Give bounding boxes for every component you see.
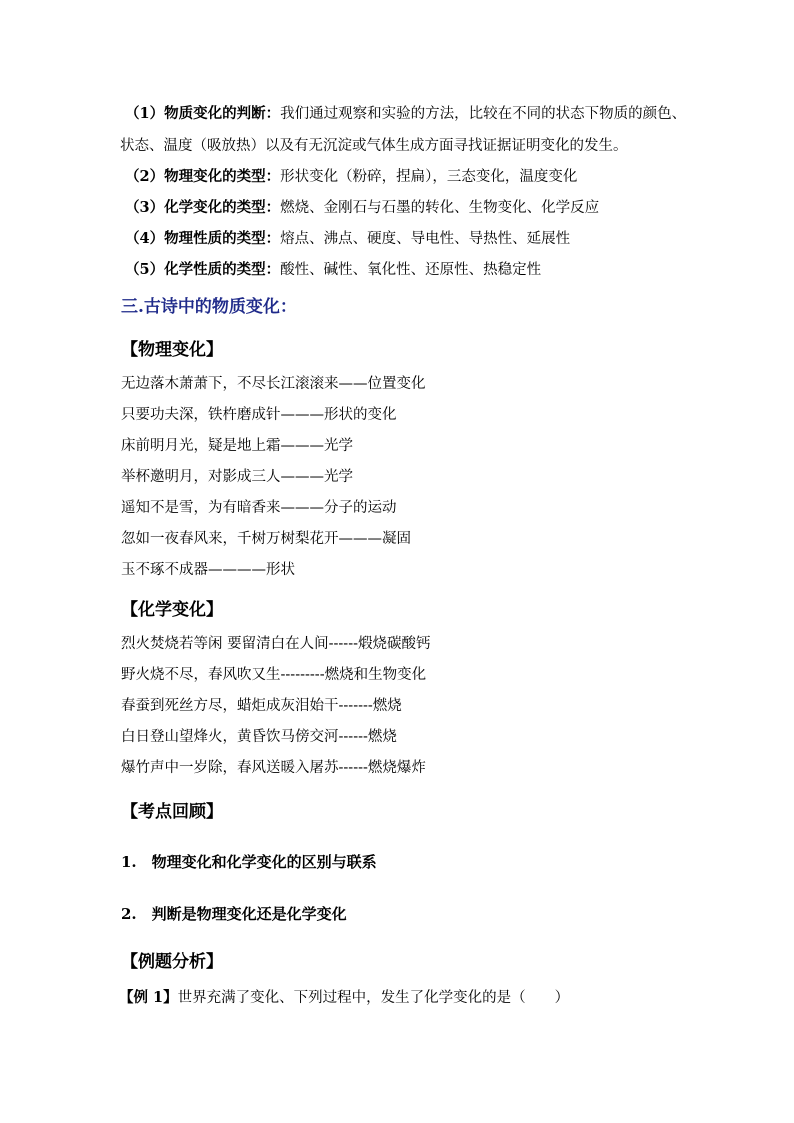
definition-text: 燃烧、金刚石与石墨的转化、生物变化、化学反应	[280, 200, 600, 216]
definition-key: （1）物质变化的判断：	[125, 105, 281, 122]
poem-line: 玉不琢不成器————形状	[121, 562, 295, 578]
definition-text: 形状变化（粉碎，捏扁），三态变化，温度变化	[280, 169, 578, 185]
poem-line: 爆竹声中一岁除，春风送暖入屠苏------燃烧爆炸	[121, 760, 426, 776]
example-heading: 【例题分析】	[121, 952, 223, 972]
poem-line: 遥知不是雪，为有暗香来———分子的运动	[121, 500, 397, 516]
poem-line: 白日登山望烽火，黄昏饮马傍交河------燃烧	[121, 729, 397, 745]
definition-4	[125, 227, 570, 248]
review-item: 1. 物理变化和化学变化的区别与联系	[121, 853, 377, 871]
definition-2	[125, 165, 577, 186]
review-item: 2. 判断是物理变化还是化学变化	[121, 905, 347, 923]
definition-text: 我们通过观察和实验的方法，比较在不同的状态下物质的颜色、	[280, 106, 687, 122]
poem-line: 忽如一夜春风来，千树万树梨花开———凝固	[121, 531, 411, 547]
example-label: 【例 1】	[119, 989, 178, 1006]
poem-line: 野火烧不尽，春风吹又生---------燃烧和生物变化	[121, 667, 427, 683]
poem-line: 春蚕到死丝方尽，蜡炬成灰泪始干-------燃烧	[121, 698, 402, 714]
review-heading: 【考点回顾】	[121, 802, 223, 822]
definition-key: （4）物理性质的类型：	[125, 230, 281, 247]
definition-1-cont	[120, 134, 628, 155]
poem-line: 烈火焚烧若等闲 要留清白在人间------煅烧碳酸钙	[121, 636, 431, 652]
chemical-change-heading: 【化学变化】	[121, 600, 223, 620]
example-question	[119, 986, 569, 1007]
physical-change-heading: 【物理变化】	[121, 340, 223, 360]
poem-line: 床前明月光，疑是地上霜———光学	[121, 438, 353, 454]
section-title: 三.古诗中的物质变化：	[121, 297, 297, 317]
definition-text: 酸性、碱性、氧化性、还原性、热稳定性	[280, 262, 542, 278]
example-text: 世界充满了变化、下列过程中，发生了化学变化的是（ ）	[177, 990, 570, 1006]
poem-line: 举杯邀明月，对影成三人———光学	[121, 469, 353, 485]
definition-1	[125, 102, 686, 123]
definition-key: （5）化学性质的类型：	[125, 261, 281, 278]
poem-line: 只要功夫深，铁杵磨成针———形状的变化	[121, 407, 397, 423]
definition-text: 熔点、沸点、硬度、导电性、导热性、延展性	[280, 231, 571, 247]
definition-key: （2）物理变化的类型：	[125, 168, 281, 185]
definition-3	[125, 196, 599, 217]
definition-5	[125, 258, 541, 279]
poem-line: 无边落木萧萧下，不尽长江滚滚来——位置变化	[121, 376, 426, 392]
definition-text: 状态、温度（吸放热）以及有无沉淀或气体生成方面寻找证据证明变化的发生。	[120, 138, 628, 154]
definition-key: （3）化学变化的类型：	[125, 199, 281, 216]
